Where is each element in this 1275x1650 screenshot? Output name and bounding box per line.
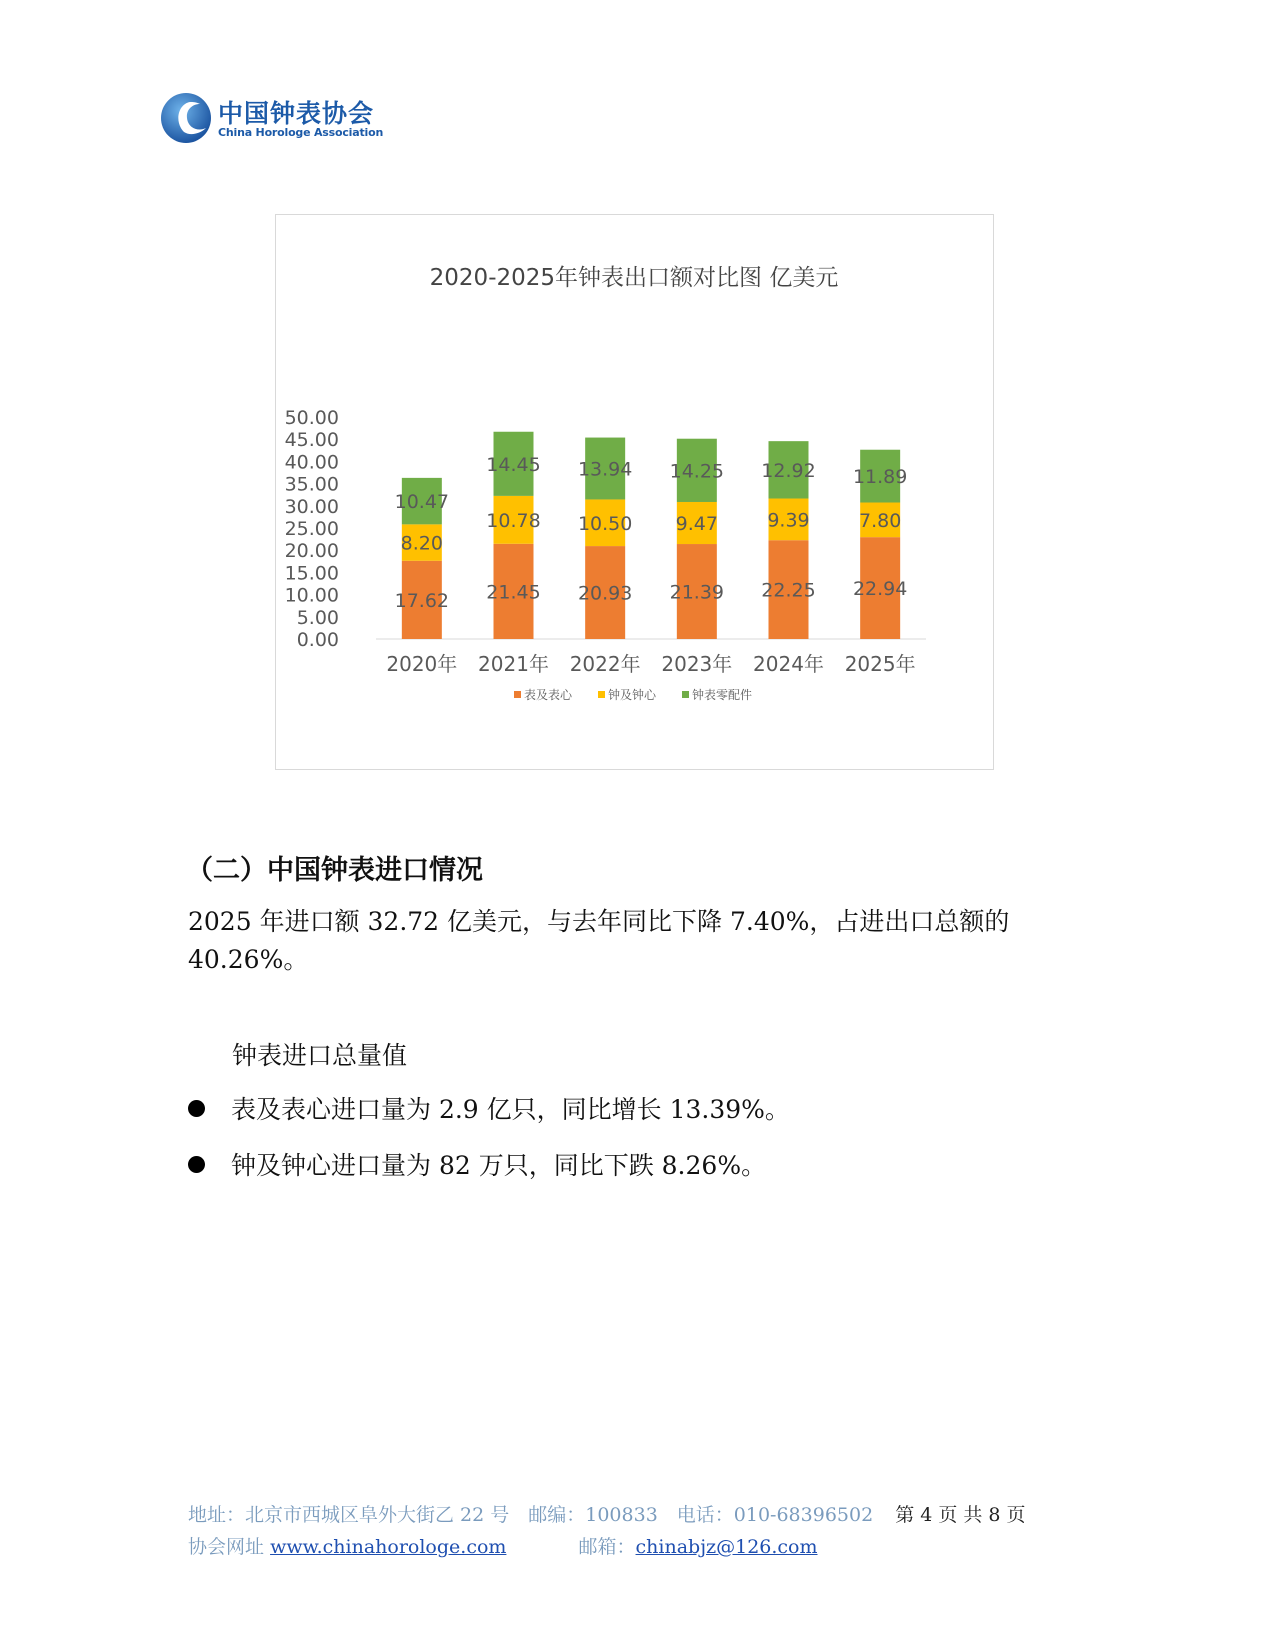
x-tick-label: 2021年 — [478, 652, 549, 676]
footer-line-1 — [188, 1500, 1026, 1527]
y-tick-label: 45.00 — [284, 429, 339, 452]
bullet-text: 钟及钟心进口量为 82 万只，同比下跌 8.26%。 — [231, 1151, 767, 1180]
website-link[interactable]: www.chinahorologe.com — [270, 1536, 507, 1558]
data-label: 14.25 — [669, 460, 725, 483]
footer-website-label: 协会网址 — [188, 1536, 265, 1558]
globe-swoosh-icon — [160, 92, 212, 144]
y-tick-label: 15.00 — [284, 562, 339, 585]
bullet-text: 表及表心进口量为 2.9 亿只，同比增长 13.39%。 — [231, 1095, 790, 1124]
import-summary-paragraph: 2025 年进口额 32.72 亿美元，与去年同比下降 7.40%，占进出口总额的 40.26%。 — [188, 907, 1010, 974]
y-tick-label: 25.00 — [284, 518, 339, 540]
legend-swatch — [598, 691, 605, 698]
org-name-cn: 中国钟表协会 — [218, 99, 375, 128]
data-label: 22.25 — [761, 579, 816, 602]
data-label: 9.39 — [767, 509, 810, 532]
email-link[interactable]: chinabjz@126.com — [635, 1536, 818, 1558]
footer-line-2 — [188, 1532, 818, 1559]
y-tick-label: 5.00 — [296, 606, 339, 629]
legend-label: 表及表心 — [524, 688, 573, 702]
import-subheading: 钟表进口总量值 — [232, 1041, 408, 1070]
bullet-icon — [188, 1100, 205, 1117]
data-label: 21.45 — [486, 581, 541, 604]
org-name-en: China Horologe Association — [218, 126, 384, 139]
x-tick-label: 2022年 — [569, 652, 641, 676]
legend-swatch — [682, 691, 689, 698]
list-item — [188, 1090, 790, 1126]
footer-email-label: 邮箱： — [578, 1536, 636, 1558]
data-label: 10.78 — [486, 509, 541, 532]
y-tick-label: 35.00 — [284, 473, 339, 496]
x-tick-label: 2023年 — [661, 652, 733, 676]
legend-label: 钟及钟心 — [608, 688, 657, 702]
y-tick-label: 20.00 — [284, 540, 339, 563]
data-label: 13.94 — [577, 458, 633, 481]
data-label: 11.89 — [852, 466, 908, 489]
y-tick-label: 0.00 — [296, 629, 339, 651]
data-label: 21.39 — [669, 581, 725, 604]
data-label: 14.45 — [486, 453, 541, 476]
x-tick-label: 2025年 — [844, 652, 916, 676]
y-tick-label: 10.00 — [284, 584, 339, 607]
data-label: 20.93 — [577, 582, 633, 605]
legend-label: 钟表零配件 — [692, 688, 753, 702]
org-logo — [160, 92, 390, 148]
data-label: 10.47 — [394, 491, 450, 514]
y-tick-label: 40.00 — [284, 451, 339, 474]
data-label: 12.92 — [761, 459, 816, 482]
chart-title: 2020-2025年钟表出口额对比图 亿美元 — [429, 265, 839, 291]
export-chart — [275, 214, 994, 770]
footer-address: 地址：北京市西城区阜外大街乙 22 号 邮编：100833 电话：010-68396502 — [188, 1504, 874, 1526]
page-number: 第 4 页 共 8 页 — [895, 1504, 1026, 1526]
list-item — [188, 1146, 766, 1182]
x-tick-label: 2020年 — [386, 652, 458, 676]
section-title: （二）中国钟表进口情况 — [186, 855, 483, 886]
data-label: 10.50 — [577, 512, 633, 535]
x-tick-label: 2024年 — [753, 652, 824, 676]
y-tick-label: 30.00 — [284, 495, 339, 518]
legend-swatch — [514, 691, 521, 698]
data-label: 17.62 — [394, 589, 450, 612]
y-tick-label: 50.00 — [284, 407, 339, 429]
stacked-bar-chart — [276, 215, 993, 769]
data-label: 9.47 — [675, 513, 718, 536]
data-label: 22.94 — [852, 578, 908, 601]
bullet-icon — [188, 1156, 205, 1173]
data-label: 8.20 — [400, 532, 443, 555]
data-label: 7.80 — [859, 509, 902, 532]
